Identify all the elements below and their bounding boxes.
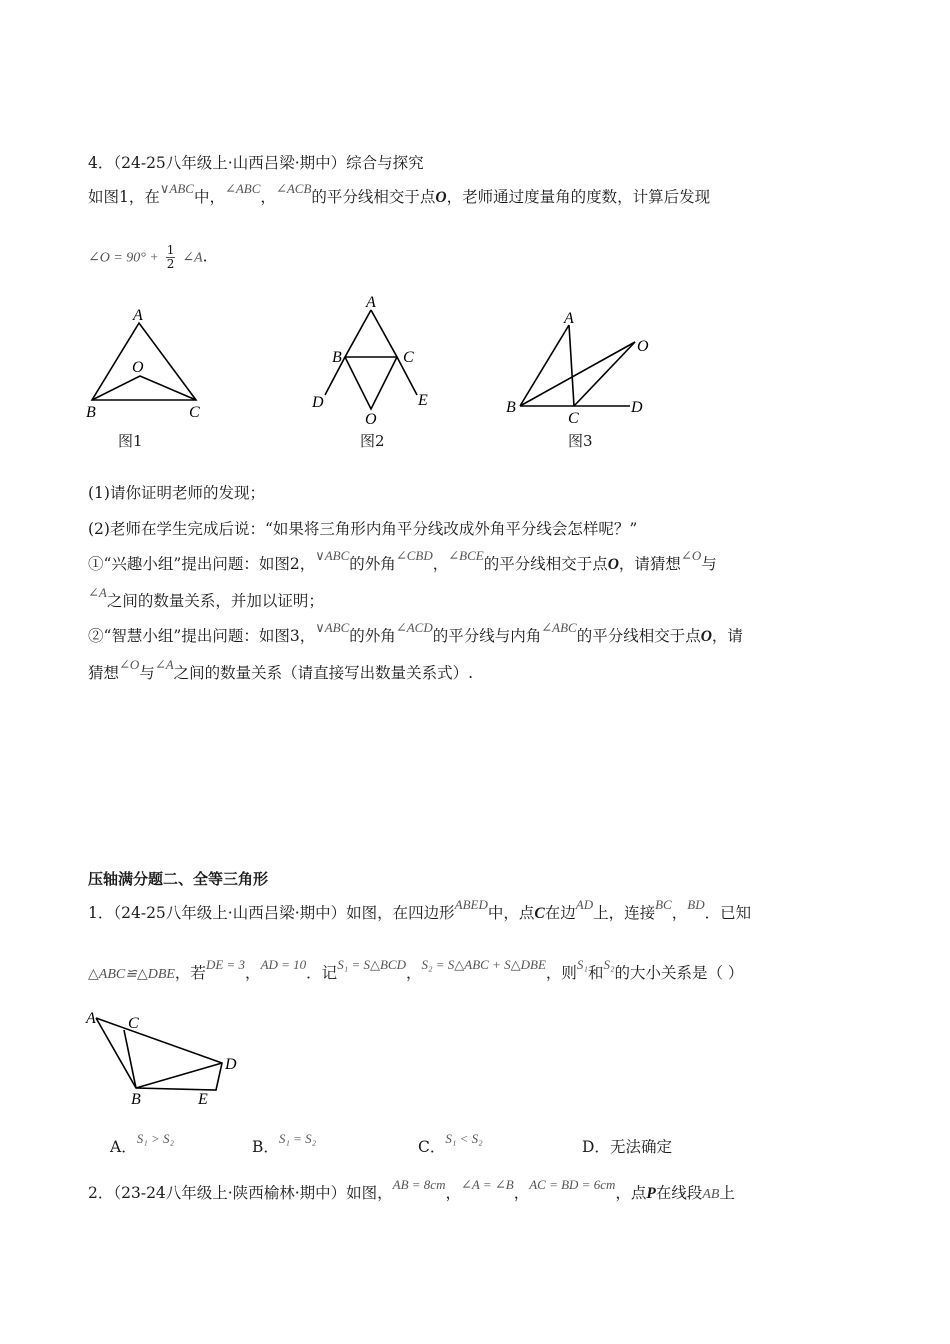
q4-part2-2: ②“智慧小组”提出问题：如图3，$^{\vee ABC}$的外角$^{\angle ACD}$的平分线与内角$^{\angle ABC}$的平分线相交于点O，请 xyxy=(88,620,743,645)
math: ∨ABC xyxy=(159,181,194,196)
q1-figure xyxy=(80,1005,250,1110)
label-C: C xyxy=(189,404,200,421)
label-A: A xyxy=(86,1010,96,1027)
label-A: A xyxy=(133,307,143,324)
q1-line2: △ABC≌△DBE，若$^{DE = 3}$，$^{AD = 10}$．记$^{S_1 = S\triangle BCD}$，$^{S_2 = S\triangle ABC + S\triangle DBE}$，则$^{S_1}$和$^{S_2}$的大小关系是（ ） xyxy=(88,957,744,982)
section-title: 压轴满分题二、全等三角形 xyxy=(88,870,269,888)
figure-3 xyxy=(500,305,665,425)
q4-line1: 如图1，在$^{\vee ABC}$中，$^{\angle ABC}$，$^{\angle ACB}$的平分线相交于点O，老师通过度量角的度数，计算后发现 xyxy=(88,181,711,206)
label-B: B xyxy=(506,399,516,416)
label-C: C xyxy=(403,349,414,366)
figure-2 xyxy=(300,290,450,430)
math: ∠ACB xyxy=(275,181,312,196)
option-c[interactable]: C．$^{S_1 < S_2}$ xyxy=(418,1131,483,1156)
fraction: $\frac{1}{2}$ xyxy=(166,243,175,271)
q4-part2: (2)老师在学生完成后说：“如果将三角形内角平分线改成外角平分线会怎样呢？” xyxy=(88,520,638,538)
label-O: O xyxy=(365,411,377,428)
label-B: B xyxy=(86,404,96,421)
label-D: D xyxy=(631,399,643,416)
label-O: O xyxy=(132,359,144,376)
label-C: C xyxy=(128,1015,139,1032)
label-E: E xyxy=(418,392,428,409)
q2-line1: 2．（23-24八年级上·陕西榆林·期中）如图，$^{AB = 8cm}$，$^{\angle A = \angle B}$，$^{AC = BD = 6cm}$，点P在线段AB上 xyxy=(88,1177,735,1202)
label-A: A xyxy=(564,310,574,327)
q4-part2-1: ①“兴趣小组”提出问题：如图2，$^{\vee ABC}$的外角$^{\angle CBD}$，$^{\angle BCE}$的平分线相交于点O，请猜想$^{\angle O}$与 xyxy=(88,548,717,573)
q4-part1: (1)请你证明老师的发现； xyxy=(88,484,265,502)
label-C: C xyxy=(568,410,579,425)
q4-part2-1-cont: $^{\angle A}$之间的数量关系，并加以证明； xyxy=(88,585,324,610)
option-a[interactable]: A．$^{S_1 > S_2}$ xyxy=(110,1131,175,1156)
q4-heading: 4．（24-25八年级上·山西吕梁·期中）综合与探究 xyxy=(88,154,424,172)
label-O: O xyxy=(637,338,649,355)
label-E: E xyxy=(198,1091,208,1108)
label-B: B xyxy=(131,1091,141,1108)
math: ∠ABC xyxy=(224,181,261,196)
label-D: D xyxy=(312,394,324,411)
figure-1 xyxy=(80,300,220,425)
q4-formula: ∠O = 90° + $\frac{1}{2}$ ∠A. xyxy=(88,243,208,271)
option-d[interactable]: D．无法确定 xyxy=(582,1138,672,1156)
label-A: A xyxy=(366,294,376,311)
caption-fig1: 图1 xyxy=(118,432,143,450)
label-D: D xyxy=(225,1056,237,1073)
q4-part2-2-cont: 猜想$^{\angle O}$与$^{\angle A}$之间的数量关系（请直接写出数量关系式）. xyxy=(88,657,474,682)
q1-line1: 1．（24-25八年级上·山西吕梁·期中）如图，在四边形$^{ABED}$中，点C在边$^{AD}$上，连接$^{BC}$，$^{BD}$．已知 xyxy=(88,897,752,922)
caption-fig3: 图3 xyxy=(568,432,593,450)
label-B: B xyxy=(332,349,342,366)
caption-fig2: 图2 xyxy=(360,432,385,450)
option-b[interactable]: B．$^{S_1 = S_2}$ xyxy=(252,1131,317,1156)
